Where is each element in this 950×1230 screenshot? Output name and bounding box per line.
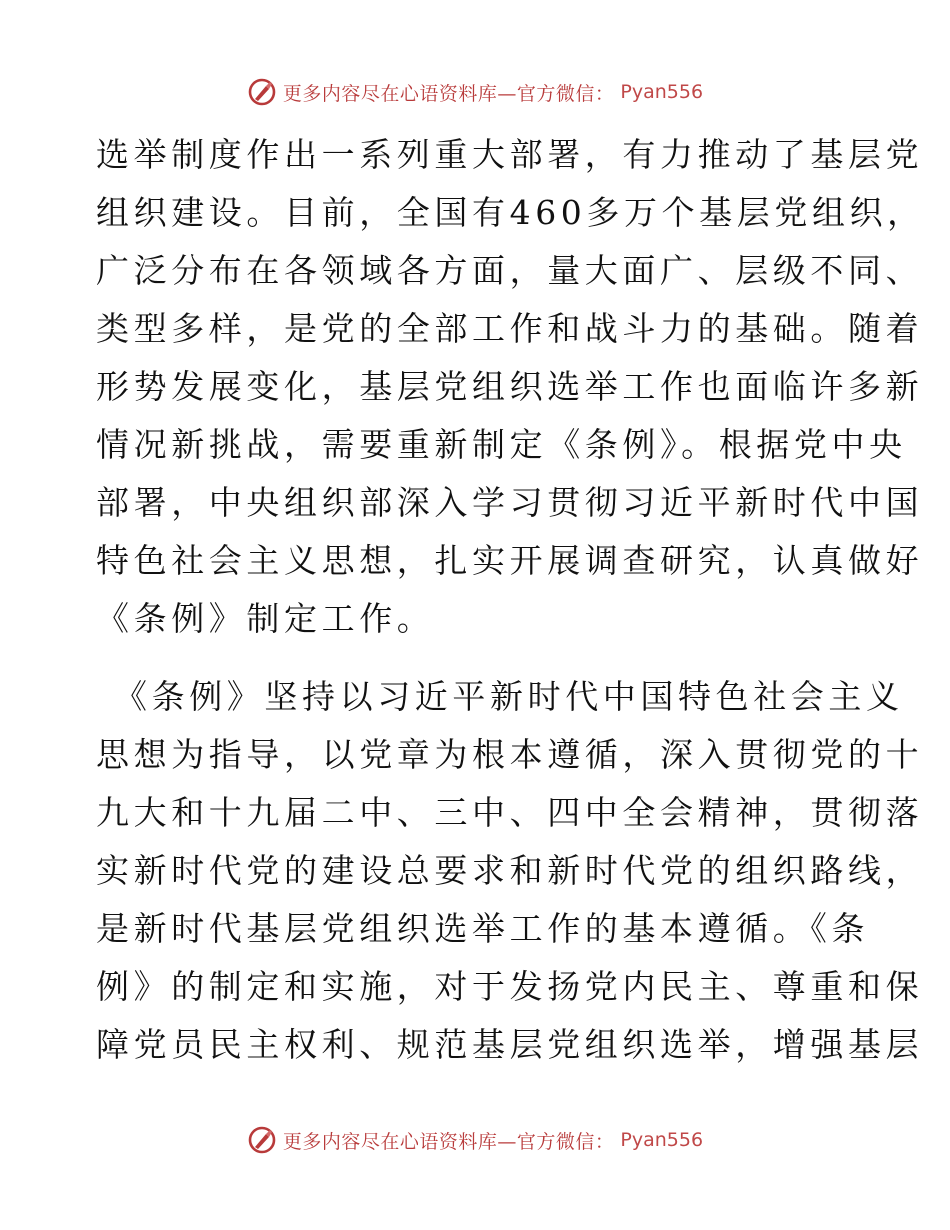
text-line: 特色社会主义思想，扎实开展调查研究，认真做好 [96,541,924,580]
pen-logo-icon [247,1125,277,1155]
header-banner [0,74,950,110]
text-line: 《条例》制定工作。 [96,599,435,638]
pen-logo-icon [247,77,277,107]
banner-text: 更多内容尽在心语资料库—官方微信： [282,1130,615,1153]
document-body [96,126,925,1074]
text-line: 部署，中央组织部深入学习贯彻习近平新时代中国 [96,483,924,522]
text-line: 选举制度作出一系列重大部署，有力推动了基层党 [96,135,924,174]
banner-contact: Pyan556 [620,81,704,103]
text-line: 情况新挑战，需要重新制定《条例》。根据党中央 [96,425,907,464]
text-line: 类型多样，是党的全部工作和战斗力的基础。随着 [96,309,924,348]
banner-contact: Pyan556 [620,1129,704,1151]
text-line: 形势发展变化，基层党组织选举工作也面临许多新 [96,367,924,406]
banner-text: 更多内容尽在心语资料库—官方微信： [282,82,615,105]
text-line: 实新时代党的建设总要求和新时代党的组织路线， [96,851,924,890]
text-line: 广泛分布在各领域各方面，量大面广、层级不同、 [96,251,924,290]
paragraph-spacer [96,648,856,668]
text-line: 障党员民主权利、规范基层党组织选举，增强基层 [96,1025,924,1064]
text-line: 是新时代基层党组织选举工作的基本遵循。《条 [96,909,870,948]
text-line: 例》的制定和实施，对于发扬党内民主、尊重和保 [96,967,924,1006]
footer-banner [0,1122,950,1158]
text-line: 组织建设。目前，全国有460多万个基层党组织， [96,193,925,232]
paragraph [96,126,925,648]
paragraph [96,668,924,1074]
text-line: 思想为指导，以党章为根本遵循，深入贯彻党的十 [96,735,924,774]
text-line: 九大和十九届二中、三中、四中全会精神，贯彻落 [96,793,924,832]
text-line: 《条例》坚持以习近平新时代中国特色社会主义 [114,677,904,716]
